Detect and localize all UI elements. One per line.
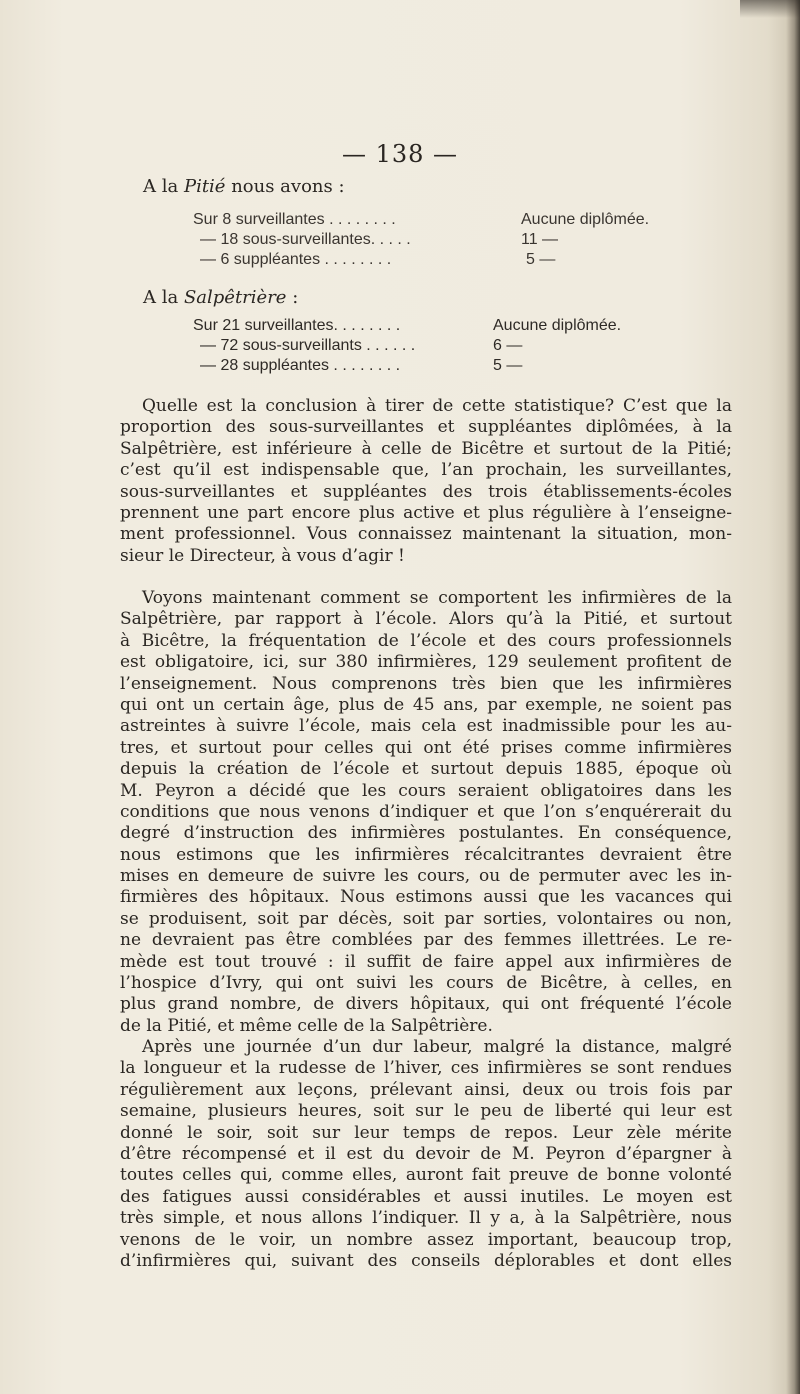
pitie-row-1-label: Sur 8 surveillantes . . . . . . . . [193,211,396,228]
pitie-intro-name: Pitié [183,176,226,197]
paragraph-2-line: est obligatoire, ici, sur 380 infirmières, 129 seulement profitent de [120,652,732,673]
paragraph-3-line: très simple, et nous allons l’indiquer. Il y a, à la Salpêtrière, nous [120,1208,732,1229]
salpetriere-row-2-label: — 72 sous-surveillants . . . . . . [200,337,416,354]
paragraph-1-line: c’est qu’il est indispensable que, l’an prochain, les surveillantes, [120,460,732,481]
pitie-intro [143,176,345,197]
paragraph-1-line: prennent une part encore plus active et plus régulière à l’enseigne- [120,502,732,523]
salpetriere-intro-suffix: : [292,287,299,308]
paragraph-2-line: se produisent, soit par décès, soit par sorties, volontaires ou non, [120,908,732,929]
pitie-row-2-label: — 18 sous-surveillantes. . . . . [200,231,411,248]
salpetriere-intro-name: Salpêtrière [183,287,287,308]
paragraph-2-line: conditions que nous venons d’indiquer et que l’on s’enquérerait du [120,801,732,822]
paragraph-2-line: l’enseignement. Nous comprenons très bien que les infirmières [120,673,732,694]
paragraph-3-line: donné le soir, soit sur leur temps de repos. Leur zèle mérite [120,1122,732,1143]
paragraph-1-line: proportion des sous-surveillantes et suppléantes diplômées, à la [120,417,732,438]
paragraph-2-line: mède est tout trouvé : il suffit de faire appel aux infirmières de [120,951,732,972]
pitie-row-2-value: 11 — [521,231,559,248]
paragraph-3-line: semaine, plusieurs heures, soit sur le peu de liberté qui leur est [120,1101,732,1122]
paragraph-3-line: la longueur et la rudesse de l’hiver, ces infirmières se sont rendues [120,1058,732,1079]
salpetriere-intro [143,287,298,308]
paragraph-2-line: mises en demeure de suivre les cours, ou de permuter avec les in- [120,866,732,887]
paragraph-3-line: d’être récompensé et il est du devoir de M. Peyron d’épargner à [120,1143,732,1164]
paragraph-3-line: d’infirmières qui, suivant des conseils déplorables et dont elles [120,1250,732,1271]
paragraph-3-line: Après une journée d’un dur labeur, malgré la distance, malgré [142,1037,732,1057]
pitie-intro-suffix: nous avons : [231,176,345,197]
page-edge-shadow [786,0,800,1394]
paragraph-3 [120,1037,732,1272]
page-corner-shadow [740,0,800,18]
paragraph-2-line: firmières des hôpitaux. Nous estimons aussi que les vacances qui [120,887,732,908]
salpetriere-row-2-value: 6 — [493,337,523,354]
salpetriere-row-3-value: 5 — [493,357,523,374]
paragraph-1-line: Salpêtrière, est inférieure à celle de Bicêtre et surtout de la Pitié; [120,438,732,459]
paragraph-2-line: plus grand nombre, de divers hôpitaux, qui ont fréquenté l’école [120,994,732,1015]
paragraph-2-line: tres, et surtout pour celles qui ont été prises comme infirmières [120,737,732,758]
paragraph-2-line: Salpêtrière, par rapport à l’école. Alors qu’à la Pitié, et surtout [120,609,732,630]
paragraph-2-line: M. Peyron a décidé que les cours seraient obligatoires dans les [120,780,732,801]
pitie-row-1-value: Aucune diplômée. [521,211,650,228]
paragraph-3-line: des fatigues aussi considérables et aussi inutiles. Le moyen est [120,1186,732,1207]
salpetriere-row-1-label: Sur 21 surveillantes. . . . . . . . [193,317,401,334]
paragraph-2-line: de la Pitié, et même celle de la Salpêtrière. [120,1015,493,1036]
paragraph-1-line: sous-surveillantes et suppléantes des trois établissements-écoles [120,481,732,502]
page-number: — 138 — [341,140,459,168]
salpetriere-intro-prefix: A la [143,287,179,308]
pitie-intro-prefix: A la [143,176,179,197]
paragraph-1-line: Quelle est la conclusion à tirer de cette statistique? C’est que la [142,396,732,416]
paragraph-2-line: Voyons maintenant comment se comportent les infirmières de la [142,588,732,608]
pitie-row-3-value: 5 — [526,251,556,268]
paragraph-2-line: à Bicêtre, la fréquentation de l’école et des cours professionnels [120,630,732,651]
paragraph-1-line: ment professionnel. Vous connaissez maintenant la situation, mon- [120,524,732,545]
paragraph-1-line: sieur le Directeur, à vous d’agir ! [120,545,405,566]
salpetriere-row-1-value: Aucune diplômée. [493,317,622,334]
paragraph-3-line: venons de le voir, un nombre assez important, beaucoup trop, [120,1229,732,1250]
paragraph-2-line: l’hospice d’Ivry, qui ont suivi les cours de Bicêtre, à celles, en [120,973,732,994]
paragraph-2-line: depuis la création de l’école et surtout depuis 1885, époque où [120,759,732,780]
paragraph-1 [120,396,732,567]
paragraph-2-line: nous estimons que les infirmières récalcitrantes devraient être [120,844,732,865]
paragraph-2 [120,588,732,1037]
paragraph-2-line: qui ont un certain âge, plus de 45 ans, par exemple, ne soient pas [120,694,732,715]
salpetriere-row-3-label: — 28 suppléantes . . . . . . . . [200,357,401,374]
paragraph-2-line: ne devraient pas être comblées par des femmes illettrées. Le re- [120,930,732,951]
paragraph-3-line: régulièrement aux leçons, prélevant ainsi, deux ou trois fois par [120,1079,732,1100]
paragraph-2-line: degré d’instruction des infirmières postulantes. En conséquence, [120,823,732,844]
paragraph-2-line: astreintes à suivre l’école, mais cela est inadmissible pour les au- [120,716,732,737]
pitie-row-3-label: — 6 suppléantes . . . . . . . . [200,251,392,268]
paragraph-3-line: toutes celles qui, comme elles, auront fait preuve de bonne volonté [120,1165,732,1186]
